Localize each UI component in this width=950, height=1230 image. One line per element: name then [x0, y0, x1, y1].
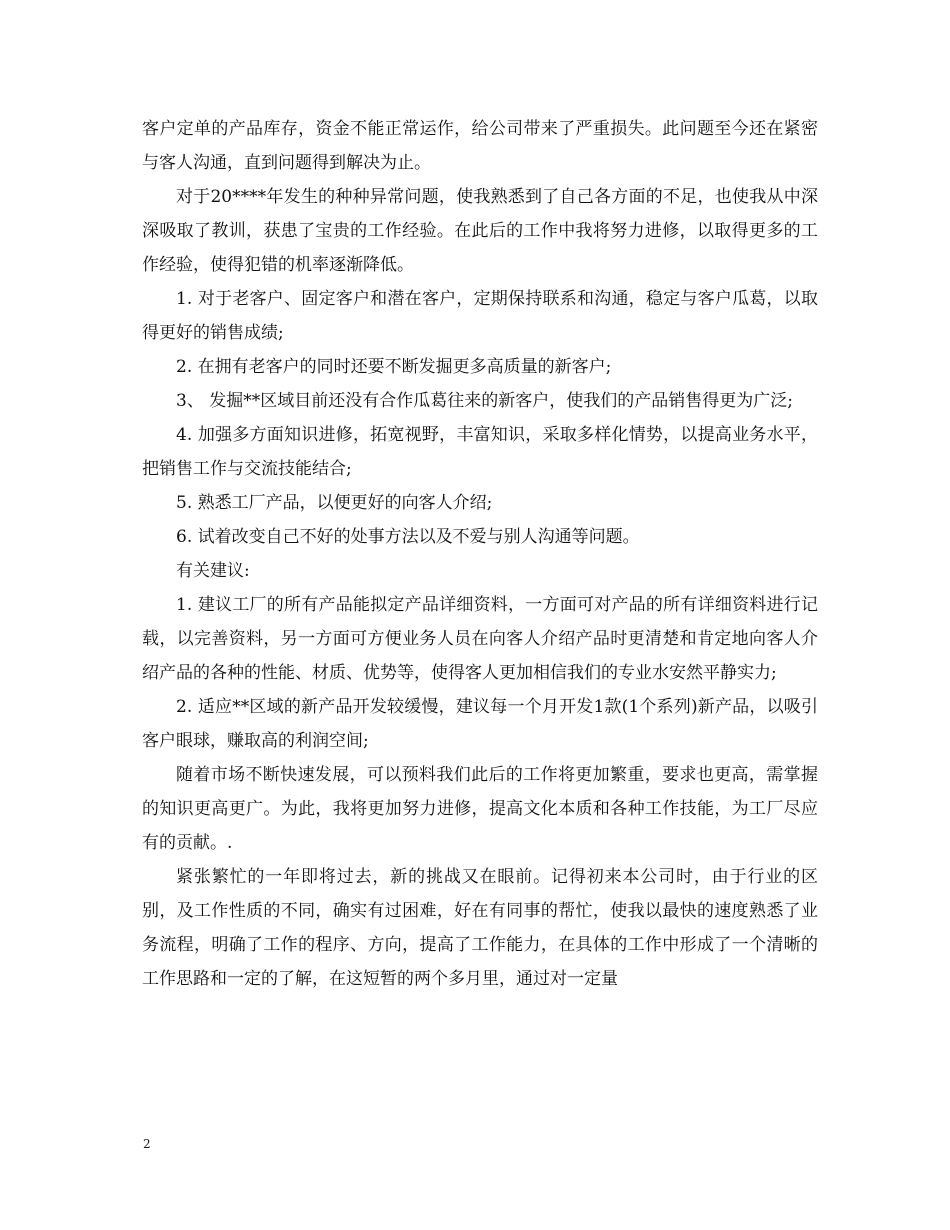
paragraph-conclusion: 随着市场不断快速发展，可以预料我们此后的工作将更加繁重，要求也更高，需掌握的知识更高更广。为此，我将更加努力进修，提高文化本质和各种工作技能，为工厂尽应有的贡献。. [142, 765, 818, 853]
paragraph-1: 客户定单的产品库存，资金不能正常运作，给公司带来了严重损失。此问题至今还在紧密与客人沟通，直到问题得到解决为止。 [142, 119, 818, 173]
document-body [142, 112, 818, 996]
paragraph-final: 紧张繁忙的一年即将过去，新的挑战又在眼前。记得初来本公司时，由于行业的区别，及工作性质的不同，确实有过困难，好在有同事的帮忙，使我以最快的速度熟悉了业务流程，明确了工作的程序、方向，提高了工作能力，在具体的工作中形成了一个清晰的工作思路和一定的了解，在这短暂的两个多月里，通过对一定量 [142, 867, 818, 989]
list-item-2: 2. 在拥有老客户的同时还要不断发掘更多高质量的新客户; [176, 357, 612, 377]
page-number: 2 [143, 1137, 151, 1151]
section-heading-suggestions: 有关建议: [176, 561, 250, 581]
suggestion-item-1: 1. 建议工厂的所有产品能拟定产品详细资料，一方面可对产品的所有详细资料进行记载，以完善资料，另一方面可方便业务人员在向客人介绍产品时更清楚和肯定地向客人介绍产品的各种的性能、材质、优势等，使得客人更加相信我们的专业水安然平静实力; [142, 595, 818, 683]
paragraph-2: 对于20****年发生的种种异常问题，使我熟悉到了自己各方面的不足，也使我从中深深吸取了教训，获患了宝贵的工作经验。在此后的工作中我将努力进修，以取得更多的工作经验，使得犯错的机率逐渐降低。 [142, 187, 818, 275]
list-item-4: 4. 加强多方面知识进修，拓宽视野，丰富知识，采取多样化情势，以提高业务水平，把销售工作与交流技能结合; [142, 425, 818, 479]
list-item-1: 1. 对于老客户、固定客户和潜在客户，定期保持联系和沟通，稳定与客户瓜葛，以取得更好的销售成绩; [142, 289, 818, 343]
list-item-3: 3、 发掘**区域目前还没有合作瓜葛往来的新客户，使我们的产品销售得更为广泛; [176, 391, 793, 411]
suggestion-item-2: 2. 适应**区域的新产品开发较缓慢，建议每一个月开发1款(1个系列)新产品，以吸引客户眼球，赚取高的利润空间; [142, 697, 818, 751]
list-item-5: 5. 熟悉工厂产品，以便更好的向客人介绍; [176, 493, 493, 513]
list-item-6: 6. 试着改变自己不好的处事方法以及不爱与别人沟通等问题。 [176, 527, 640, 547]
